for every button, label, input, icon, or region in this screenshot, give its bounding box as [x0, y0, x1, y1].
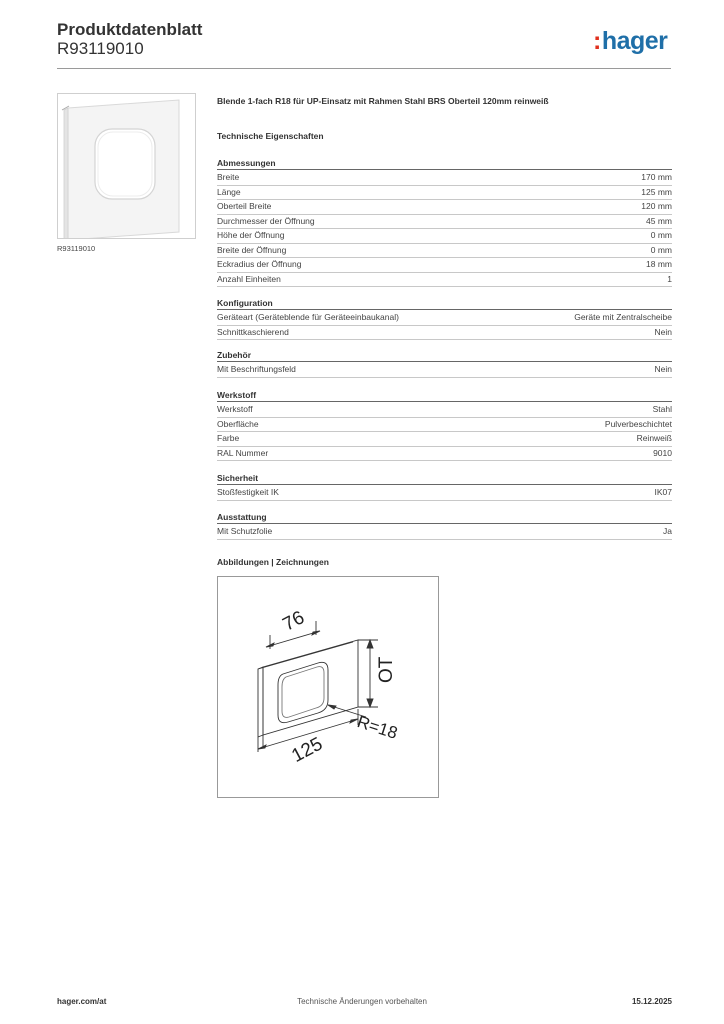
property-value: Ja — [663, 526, 672, 536]
document-number: R93119010 — [57, 39, 144, 58]
property-label: Anzahl Einheiten — [217, 273, 281, 284]
property-label: Mit Schutzfolie — [217, 526, 273, 536]
cover-plate-illustration — [58, 94, 195, 238]
property-value: 0 mm — [650, 244, 672, 255]
property-label: Durchmesser der Öffnung — [217, 215, 315, 226]
property-label: Breite — [217, 172, 240, 182]
section-title: Sicherheit — [217, 472, 672, 485]
section-title: Konfiguration — [217, 297, 672, 310]
logo-colon: : — [593, 27, 601, 55]
property-row — [217, 486, 672, 501]
product-description: Blende 1-fach R18 für UP-Einsatz mit Rahmen Stahl BRS Oberteil 120mm reinweiß — [217, 96, 549, 106]
property-row — [217, 258, 672, 273]
property-row — [217, 186, 672, 201]
footer-disclaimer: Technische Änderungen vorbehalten — [297, 997, 427, 1006]
property-value: Nein — [654, 326, 672, 337]
dimension-radius-label: R=18 — [354, 712, 400, 743]
footer-date: 15.12.2025 — [631, 997, 672, 1006]
technical-drawing — [217, 576, 439, 798]
section-title: Abmessungen — [217, 157, 672, 170]
property-row — [217, 525, 672, 540]
property-row — [217, 447, 672, 462]
property-row — [217, 244, 672, 259]
property-value: 125 mm — [641, 186, 672, 197]
property-value: 9010 — [653, 447, 672, 458]
hager-logo — [593, 27, 667, 56]
property-value: Pulverbeschichtet — [604, 418, 672, 429]
property-label: Länge — [217, 186, 241, 197]
footer-website[interactable]: hager.com/at — [57, 997, 107, 1006]
drawings-heading: Abbildungen | Zeichnungen — [217, 557, 329, 567]
property-row — [217, 311, 672, 326]
property-label: Eckradius der Öffnung — [217, 259, 302, 269]
property-value: 45 mm — [646, 215, 672, 226]
property-label: Höhe der Öffnung — [217, 230, 285, 240]
property-label: Schnittkaschierend — [217, 326, 289, 337]
property-label: Oberteil Breite — [217, 201, 272, 211]
header-divider — [57, 68, 671, 69]
dimension-top-label: 76 — [279, 607, 309, 636]
property-value: Stahl — [652, 404, 672, 414]
document-title: Produktdatenblatt — [57, 20, 203, 39]
property-value: Geräte mit Zentralscheibe — [574, 312, 672, 322]
property-value: 170 mm — [641, 172, 672, 182]
property-label: Geräteart (Geräteblende für Geräteeinbaukanal) — [217, 312, 399, 322]
technical-properties-heading: Technische Eigenschaften — [217, 131, 324, 141]
section-title: Ausstattung — [217, 511, 672, 524]
property-label: Stoßfestigkeit IK — [217, 487, 279, 497]
property-label: Mit Beschriftungsfeld — [217, 364, 296, 374]
product-image-caption: R93119010 — [57, 244, 96, 253]
property-value: 18 mm — [646, 259, 672, 269]
property-row — [217, 229, 672, 244]
dimension-bottom-label: 125 — [288, 733, 327, 767]
property-value: IK07 — [654, 487, 672, 497]
logo-text: hager — [601, 27, 668, 55]
property-row — [217, 215, 672, 230]
dimension-drawing — [218, 577, 440, 799]
property-row — [217, 326, 672, 341]
property-row — [217, 432, 672, 447]
property-row — [217, 273, 672, 288]
property-value: 1 — [667, 273, 672, 284]
property-value: Reinweiß — [636, 433, 672, 443]
property-row — [217, 200, 672, 215]
property-row — [217, 363, 672, 378]
property-value: Nein — [654, 364, 672, 374]
property-value: 120 mm — [641, 201, 672, 211]
property-row — [217, 171, 672, 186]
section-title: Werkstoff — [217, 389, 672, 402]
property-label: Werkstoff — [217, 404, 253, 414]
section-title: Zubehör — [217, 349, 672, 362]
property-label: Farbe — [217, 433, 240, 443]
property-row — [217, 403, 672, 418]
product-image — [57, 93, 196, 239]
property-label: RAL Nummer — [217, 447, 269, 458]
dimension-side-label: OT — [376, 656, 397, 683]
property-label: Breite der Öffnung — [217, 244, 287, 255]
property-value: 0 mm — [650, 230, 672, 240]
property-row — [217, 418, 672, 433]
property-label: Oberfläche — [217, 418, 259, 429]
